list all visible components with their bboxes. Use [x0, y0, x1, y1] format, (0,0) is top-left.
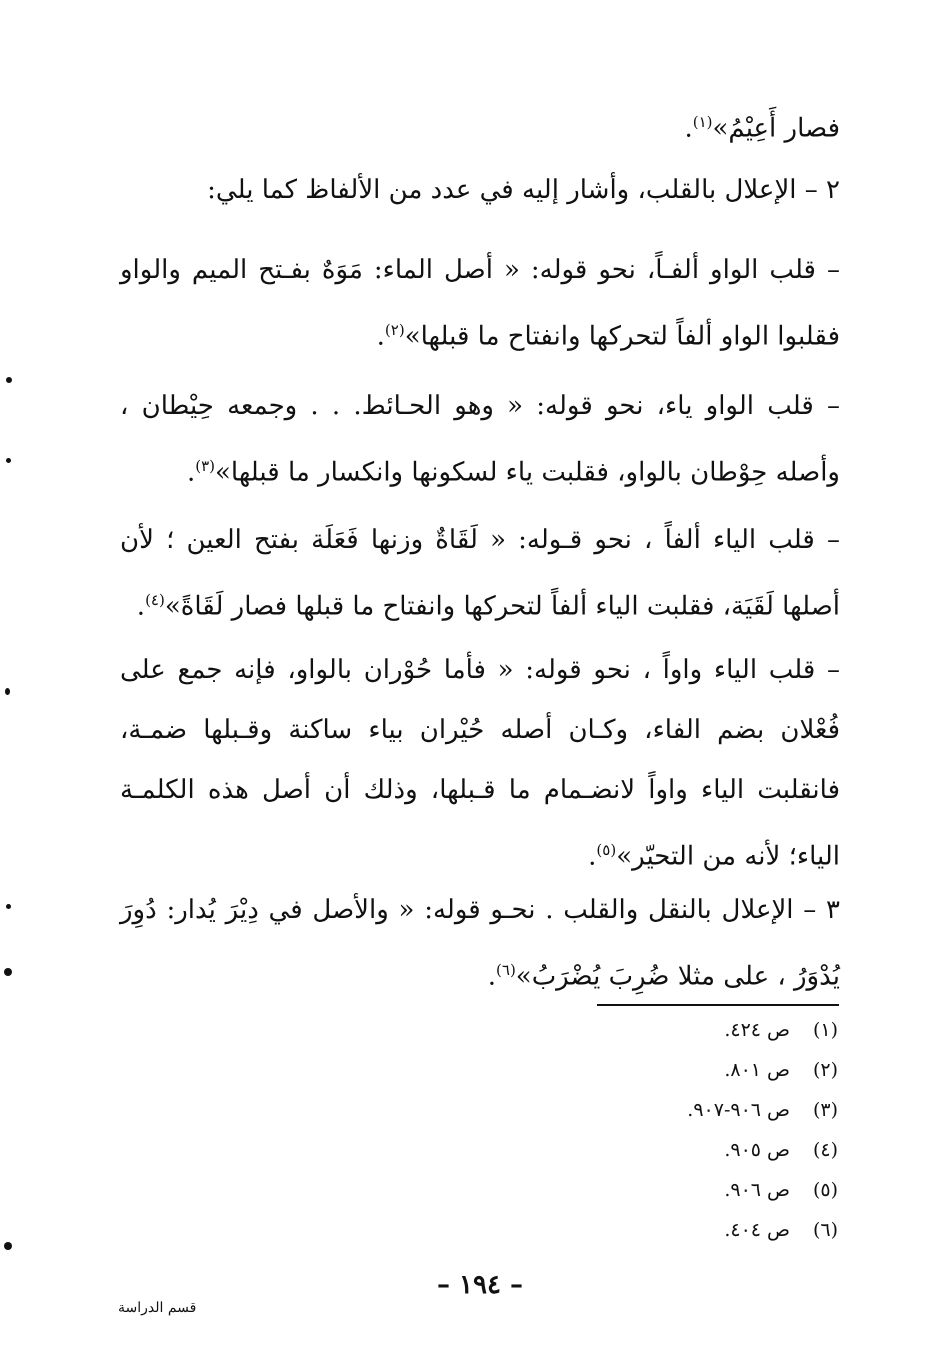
footnote-separator — [597, 1004, 839, 1006]
footnote-number: (٤) — [812, 1139, 838, 1161]
scan-speck — [4, 1242, 12, 1250]
paragraph-3 — [120, 240, 840, 367]
footnote-text: ص ٩٠٥. — [724, 1139, 790, 1161]
footnote-1 — [687, 1010, 838, 1050]
footnote-text: ص ٩٠٦-٩٠٧. — [687, 1099, 790, 1121]
footnote-text: ص ٨٠١. — [724, 1059, 790, 1081]
paragraph-1-end: . — [684, 113, 693, 144]
paragraph-6 — [120, 640, 840, 887]
paragraph-5-end: . — [136, 591, 146, 622]
paragraph-7 — [120, 880, 840, 1007]
paragraph-5-text: – قلب الياء ألفاً ، نحو قـوله: « لَقَاةٌ وزنها فَعَلَة بفتح العين ؛ لأن أصلها لَقَيَة، فقلبت الياء ألفاً لتحركها وانفتاح ما قبلها فصار لَقَاةً» — [120, 525, 840, 622]
footnote-4 — [687, 1130, 838, 1170]
paragraph-5 — [120, 510, 840, 637]
footnote-number: (٣) — [812, 1099, 838, 1121]
footnote-text: ص ٤٢٤. — [724, 1019, 790, 1041]
footnote-ref-3: (٣) — [195, 457, 215, 475]
scan-speck — [4, 968, 12, 976]
footnote-number: (٢) — [812, 1059, 838, 1081]
paragraph-3-text: – قلب الواو ألفـاً، نحو قوله: « أصل الماء: مَوَهٌ بفـتح الميم والواو فقلبوا الواو ألفاً لتحركها وانفتاح ما قبلها» — [120, 255, 840, 352]
footnote-ref-1: (١) — [692, 113, 713, 131]
paragraph-6-text: – قلب الياء واواً ، نحو قوله: « فأما حُوْران بالواو، فإنه جمع على فُعْلان بضم الفاء، وكـان أصله حُيْران بياء ساكنة وقـبلها ضمـة، فانقلبت الياء واواً لانضـمام ما قـبلها، وذلك أن أصل هذه الكلمـة الياء؛ لأنه من التحيّر» — [120, 655, 840, 872]
paragraph-6-end: . — [588, 841, 597, 872]
footnote-6 — [687, 1210, 838, 1250]
footnote-2 — [687, 1050, 838, 1090]
scan-speck — [6, 458, 11, 463]
paragraph-4 — [120, 376, 840, 503]
paragraph-1 — [120, 92, 840, 159]
scan-speck — [5, 688, 10, 695]
page-number: – ١٩٤ – — [436, 1270, 524, 1300]
paragraph-2 — [120, 160, 840, 220]
footnote-ref-6: (٦) — [496, 961, 516, 979]
footnote-ref-2: (٢) — [384, 321, 405, 339]
footnote-number: (٥) — [812, 1179, 838, 1201]
paragraph-7-text: ٣ – الإعلال بالنقل والقلب . نحـو قوله: « والأصل في دِيْرَ يُدار: دُوِرَ يُدْوَرُ ، على مثلا ضُرِبَ يُضْرَبُ» — [120, 895, 840, 992]
paragraph-4-text: – قلب الواو ياء، نحو قوله: « وهو الحـائط. . . وجمعه حِيْطان ، وأصله حِوْطان بالواو، فقلبت ياء لسكونها وانكسار ما قبلها» — [120, 391, 840, 488]
paragraph-4-end: . — [186, 457, 196, 488]
paragraph-3-end: . — [376, 321, 385, 352]
footnote-3 — [687, 1090, 838, 1130]
scan-speck — [6, 904, 11, 909]
footnote-text: ص ٤٠٤. — [724, 1219, 790, 1241]
footnote-ref-4: (٤) — [145, 591, 165, 609]
footnote-5 — [687, 1170, 838, 1210]
section-label: قسم الدراسة — [118, 1300, 197, 1316]
paragraph-2-text: ٢ – الإعلال بالقلب، وأشار إليه في عدد من الألفاظ كما يلي: — [207, 175, 840, 205]
paragraph-7-end: . — [487, 961, 497, 992]
scan-speck — [6, 377, 12, 383]
footnote-ref-5: (٥) — [596, 841, 617, 859]
footnote-text: ص ٩٠٦. — [724, 1179, 790, 1201]
footnote-number: (١) — [812, 1019, 838, 1041]
paragraph-1-text: فصار أَعِيْمُ» — [712, 113, 840, 144]
footnote-number: (٦) — [812, 1219, 838, 1241]
footnotes-list — [687, 1010, 838, 1250]
